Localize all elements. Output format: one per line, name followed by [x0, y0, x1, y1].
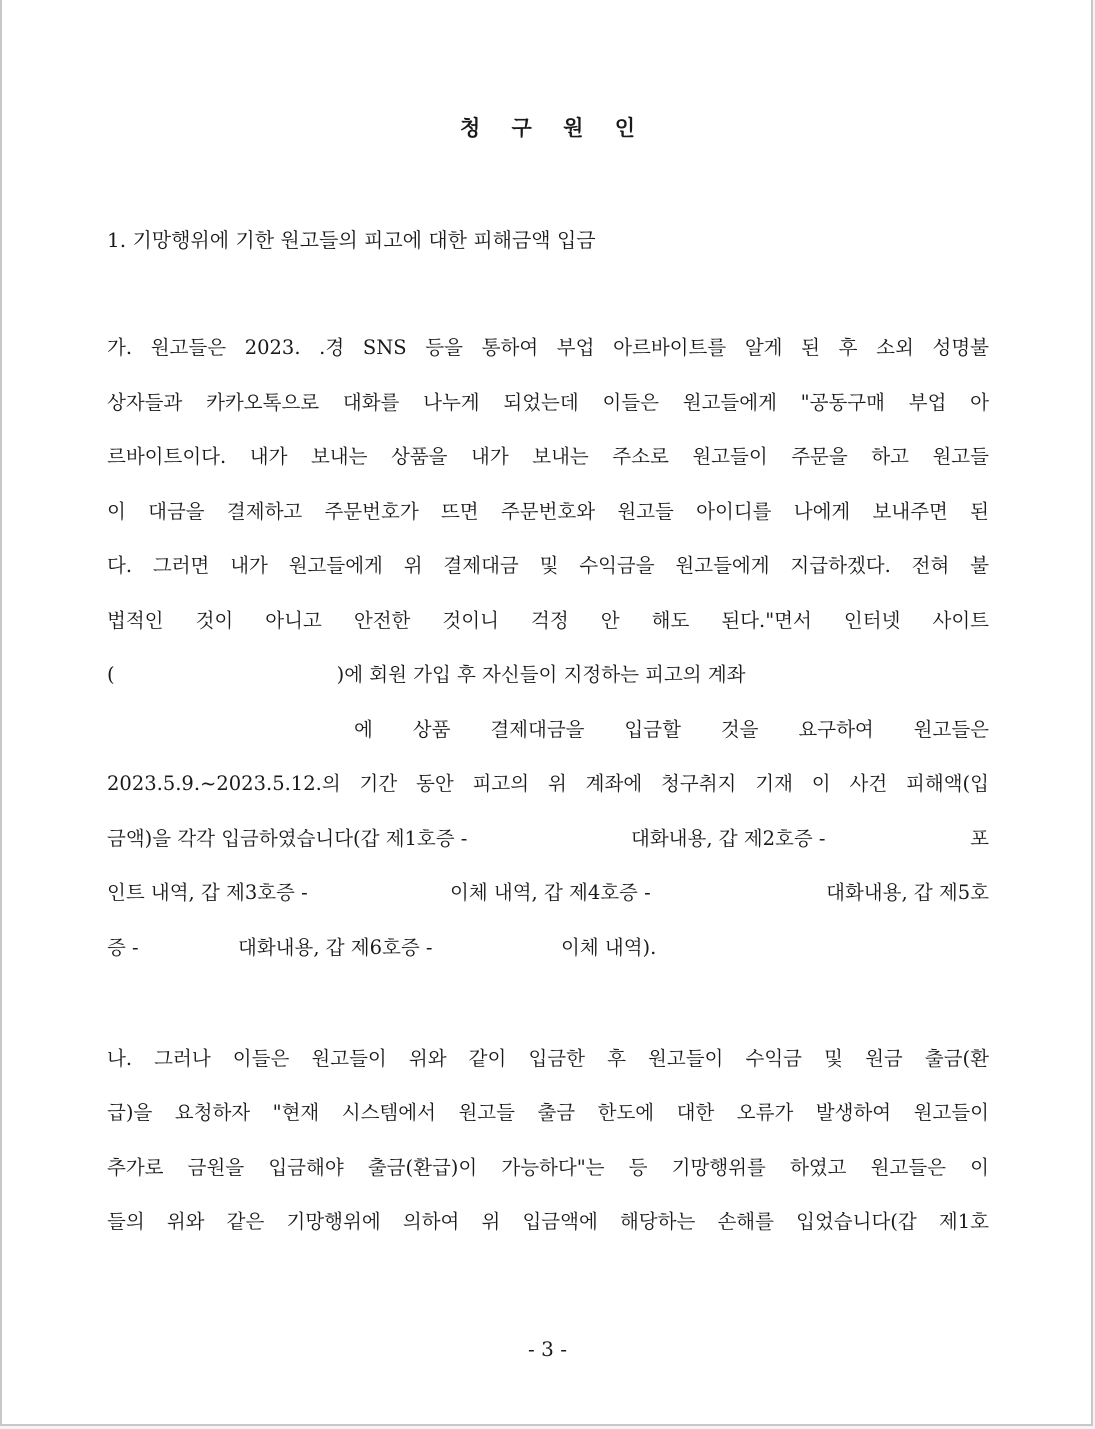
paragraph-ga-line-1: 가. 원고들은 2023. .경 SNS 등을 통하여 부업 아르바이트를 알게 된 후 소외 성명불: [107, 336, 989, 359]
paragraph-na-line-1: 나. 그러나 이들은 원고들이 위와 같이 입금한 후 원고들이 수익금 및 원금 출금(환: [107, 1047, 989, 1070]
document-title: 청 구 원 인: [459, 116, 648, 140]
evidence-text: 금액)을 각각 입금하였습니다(갑 제1호증 -: [107, 827, 468, 850]
paragraph-ga-line-3: 르바이트이다. 내가 보내는 상품을 내가 보내는 주소로 원고들이 주문을 하고 원고들: [107, 445, 989, 468]
evidence-text: 대화내용, 갑 제5호: [826, 881, 989, 904]
redacted-open-paren: (: [107, 663, 115, 686]
paragraph-ga-line-2: 상자들과 카카오톡으로 대화를 나누게 되었는데 이들은 원고들에게 "공동구매 부업 아: [107, 391, 989, 414]
paragraph-ga-line-4: 이 대금을 결제하고 주문번호가 뜨면 주문번호와 원고들 아이디를 나에게 보내주면 된: [107, 500, 989, 523]
evidence-text: 대화내용, 갑 제6호증 -: [238, 936, 433, 959]
paragraph-ga-line-9: 2023.5.9.~2023.5.12.의 기간 동안 피고의 위 계좌에 청구취지 기재 이 사건 피해액(입: [107, 772, 989, 795]
paragraph-ga-line-7: [107, 661, 989, 689]
paragraph-na-line-2: 급)을 요청하자 "현재 시스템에서 원고들 출금 한도에 대한 오류가 발생하여 원고들이: [107, 1101, 989, 1124]
evidence-text: 이체 내역, 갑 제4호증 -: [450, 881, 651, 904]
page-number: - 3 -: [528, 1337, 567, 1361]
evidence-text: 인트 내역, 갑 제3호증 -: [107, 881, 308, 904]
evidence-text: 증 -: [107, 936, 139, 959]
line-text: )에 회원 가입 후 자신들이 지정하는 피고의 계좌: [336, 663, 746, 686]
paragraph-ga-line-5: 다. 그러면 내가 원고들에게 위 결제대금 및 수익금을 원고들에게 지급하겠다. 전혀 불: [107, 554, 989, 577]
section-heading: 1. 기망행위에 기한 원고들의 피고에 대한 피해금액 입금: [107, 228, 596, 252]
paragraph-na-line-3: 추가로 금원을 입금해야 출금(환급)이 가능하다"는 등 기망행위를 하였고 원고들은 이: [107, 1156, 989, 1179]
paragraph-ga-line-6: 법적인 것이 아니고 안전한 것이니 걱정 안 해도 된다."면서 인터넷 사이트: [107, 609, 989, 632]
evidence-text: 대화내용, 갑 제2호증 -: [631, 827, 826, 850]
paragraph-na-line-4: 들의 위와 같은 기망행위에 의하여 위 입금액에 해당하는 손해를 입었습니다(갑 제1호: [107, 1210, 989, 1233]
evidence-text: 포: [970, 827, 989, 850]
evidence-text: 이체 내역).: [561, 936, 657, 959]
paragraph-ga-line-8: 에 상품 결제대금을 입금할 것을 요구하여 원고들은: [354, 718, 989, 741]
